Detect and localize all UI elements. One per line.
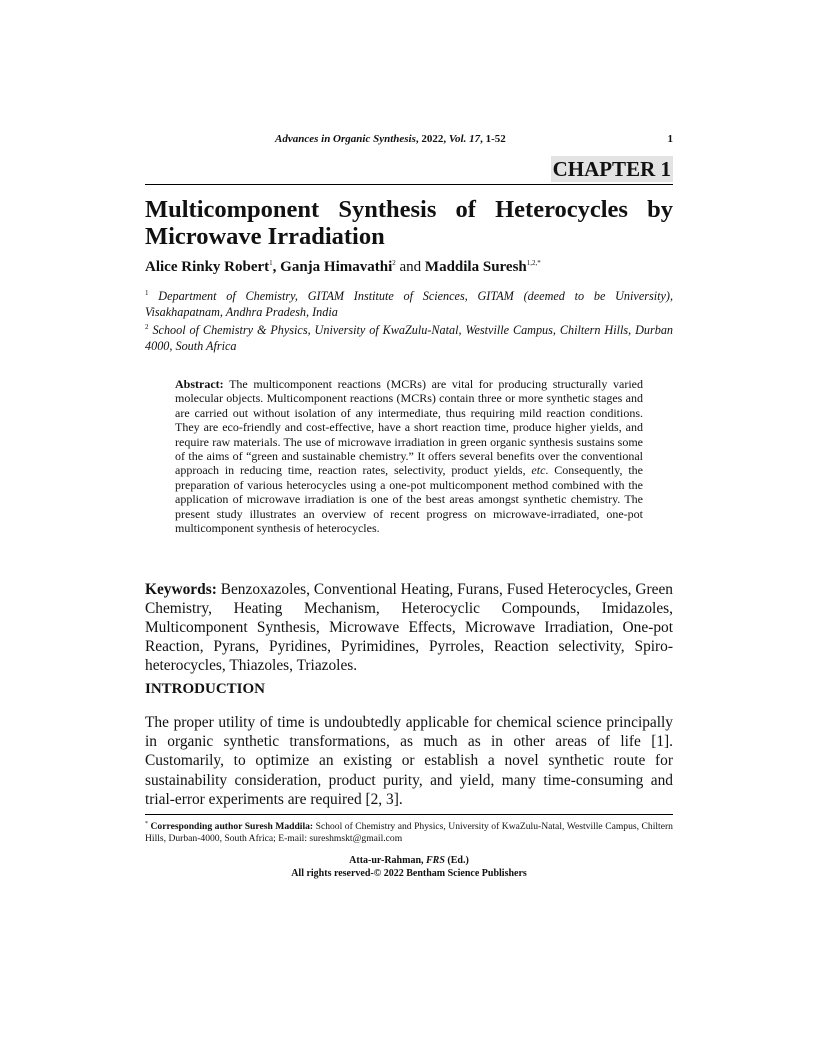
abstract-label: Abstract:: [175, 377, 224, 391]
keywords: [145, 580, 673, 675]
abstract-text: The multicomponent reactions (MCRs) are vital for producing structurally varied molecular objects. Multicomponent reactions (MCRs) contain three or more synthetic stages and are carried out without isolation of any intermediate, thus requiring mild reaction conditions. They are eco-friendly and cost-effective, have a short reaction time, produce higher yields, and require raw materials. The use of microwave irradiation in green organic synthesis sustains some of the aims of “green and sustainable chemistry.” It offers several benefits over the conventional approach in reducing time, reaction rates, selectivity, product yields,: [175, 377, 643, 478]
journal-year: 2022: [421, 133, 444, 145]
keywords-label: Keywords:: [145, 581, 217, 598]
chapter-label: CHAPTER 1: [552, 157, 671, 181]
editor-role: (Ed.): [444, 855, 469, 866]
keywords-text: Benzoxazoles, Conventional Heating, Furans, Fused Heterocycles, Green Chemistry, Heating Mechanism, Heterocyclic Compounds, Imidazoles, Multicomponent Synthesis, Microwave Effects, Microwave Irradiation, One-pot Reaction, Pyrans, Pyridines, Pyrimidines, Pyrroles, Reaction selectivity, Spiro-heterocycles, Thiazoles, Triazoles.: [145, 581, 673, 674]
footnote-marker: *: [145, 821, 148, 827]
journal-citation: Advances in Organic Synthesis, 2022, Vol. 17, 1-52: [275, 133, 506, 145]
author-name: Maddila Suresh: [424, 259, 527, 275]
affiliation-text: School of Chemistry & Physics, University of KwaZulu-Natal, Westville Campus, Chiltern Hills, Durban 4000, South Africa: [145, 323, 674, 354]
corresponding-author-footnote: [145, 818, 673, 845]
editor-name: Atta-ur-Rahman,: [349, 855, 427, 866]
journal-volume: Vol. 17: [448, 133, 481, 145]
journal-pages: 1-52: [485, 133, 506, 145]
abstract-etc: etc: [531, 463, 546, 478]
rights-line: All rights reserved-© 2022 Bentham Science Publishers: [291, 867, 527, 879]
introduction-paragraph: The proper utility of time is undoubtedly applicable for chemical science principally in organic synthetic transformations, as much as in other areas of life [1]. Customarily, to optimize an existing or establish a novel synthetic route for sustainability consideration, product purity, and yield, many time-consuming and trial-error experiments are required [2, 3].: [145, 714, 673, 808]
author-separator: ,: [272, 259, 281, 275]
abstract-text-continued: . Consequently, the preparation of various heterocycles using a one-pot multicomponent method combined with the application of microwave irradiation is one of the best areas amongst synthetic chemistry. The present study illustrates an overview of recent progress on microwave-irradiated, one-pot multicomponent synthesis of heterocycles.: [175, 463, 643, 536]
editor-frs: FRS: [426, 855, 445, 866]
affiliation-marker: 2: [145, 323, 149, 331]
footnote-divider: [145, 814, 673, 815]
page-number: 1: [667, 133, 673, 145]
publisher-info: [145, 855, 673, 880]
affiliation-text: Department of Chemistry, GITAM Institute of Sciences, GITAM (deemed to be University), Visakhapatnam, Andhra Pradesh, India: [145, 289, 674, 320]
author-affiliation-marker: 1: [269, 259, 273, 267]
abstract: [175, 377, 643, 535]
section-heading-introduction: INTRODUCTION: [145, 681, 266, 697]
author-affiliation-marker: 1,2,*: [526, 259, 541, 267]
author-name: Ganja Himavathi: [280, 259, 393, 275]
author-name: Alice Rinky Robert: [145, 259, 270, 275]
affiliation: [145, 285, 673, 320]
author-list: [145, 259, 673, 276]
author-affiliation-marker: 2: [392, 259, 396, 267]
affiliation-marker: 1: [145, 289, 149, 297]
journal-title: Advances in Organic Synthesis: [275, 133, 416, 145]
author-conjunction: and: [395, 259, 425, 275]
editor-line: [145, 855, 673, 868]
chapter-header: [145, 156, 673, 185]
footnote-label: Corresponding author Suresh Maddila:: [150, 821, 314, 833]
running-head: [145, 133, 673, 149]
affiliation: [145, 319, 673, 354]
paper-title: Multicomponent Synthesis of Heterocycles by Microwave Irradiation: [145, 196, 673, 250]
footnote-text: School of Chemistry and Physics, University of KwaZulu-Natal, Westville Campus, Chiltern Hills, Durban-4000, South Africa; E-mail: sureshmskt@gmail.com: [145, 821, 673, 845]
